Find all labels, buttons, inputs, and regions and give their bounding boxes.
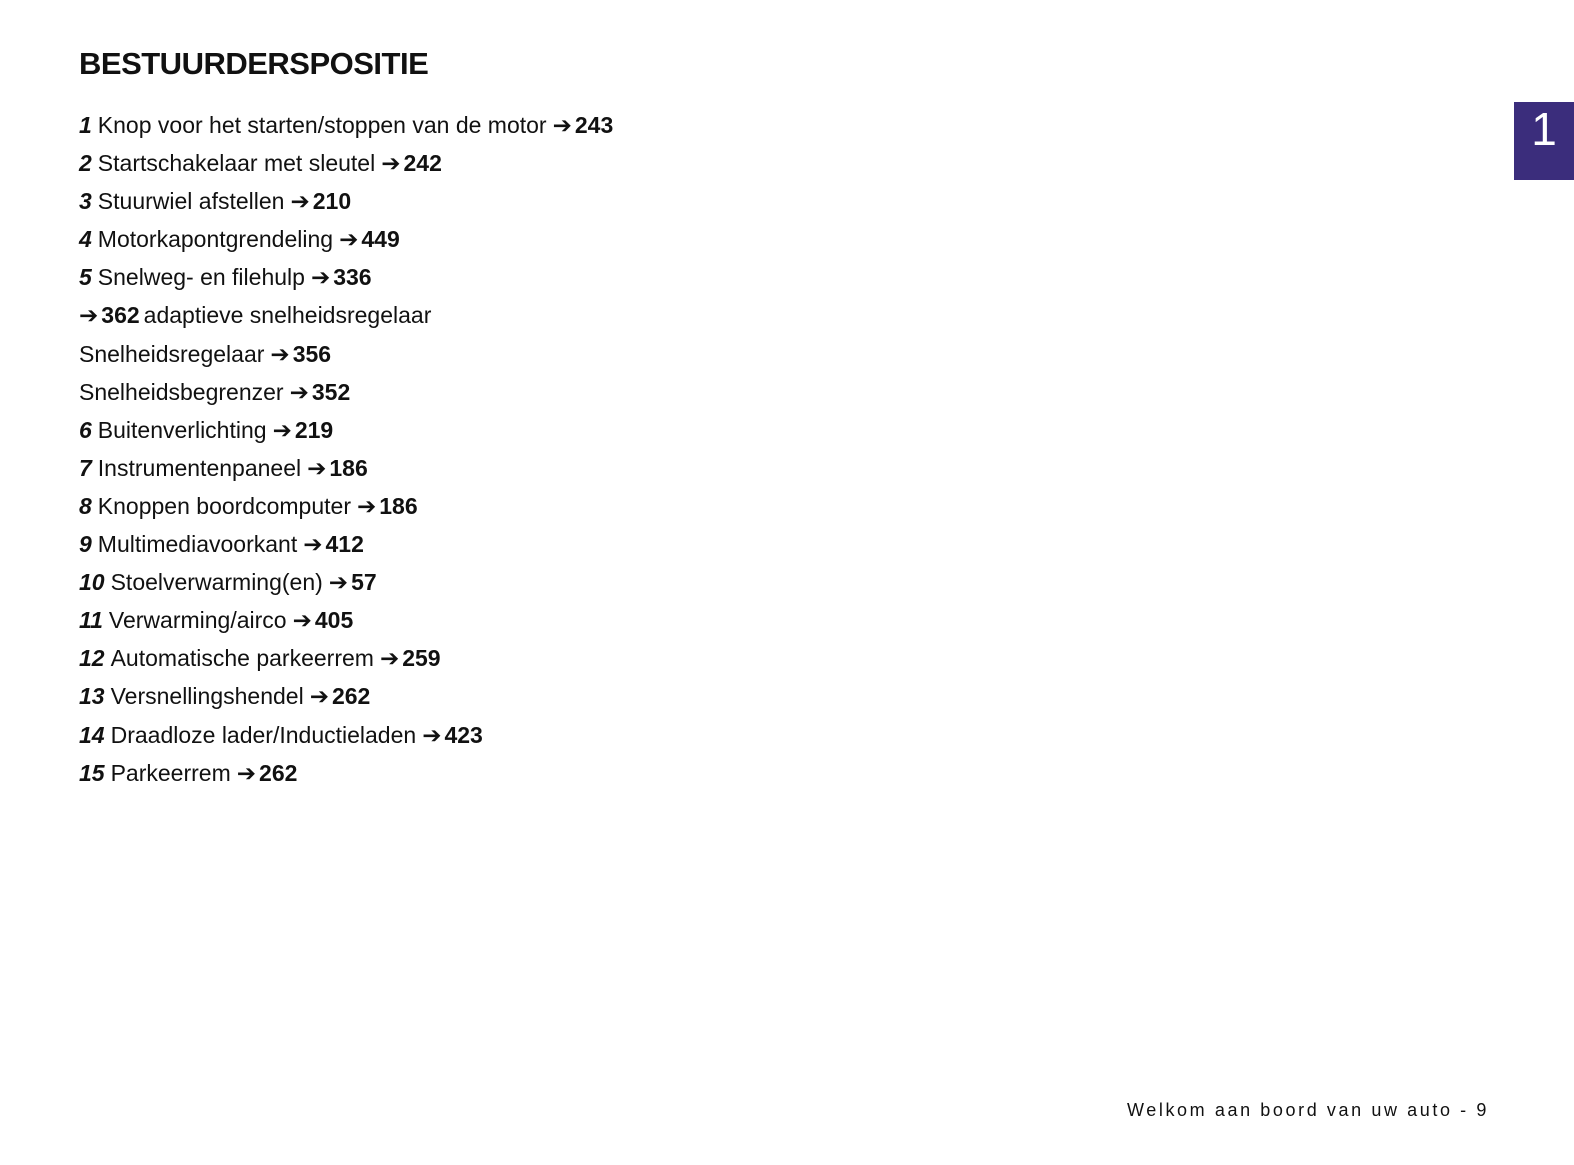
page-reference-link[interactable]: 242 (403, 150, 442, 177)
page-reference-link[interactable]: 186 (329, 454, 368, 481)
list-item (79, 258, 613, 296)
arrow-right-icon: ➔ (328, 569, 349, 596)
list-item (79, 335, 613, 373)
list-item (79, 144, 613, 182)
item-number: 2 (79, 150, 92, 177)
page-reference-link[interactable]: 262 (331, 683, 371, 710)
list-item (79, 716, 613, 754)
item-number: 11 (79, 607, 103, 634)
page-footer: Welkom aan boord van uw auto - 9 (1126, 1100, 1489, 1120)
list-item (79, 563, 613, 601)
item-text: Knoppen boordcomputer (97, 492, 351, 519)
item-number: 6 (79, 416, 92, 443)
item-text: Snelheidsbegrenzer (79, 378, 284, 405)
list-item (79, 411, 613, 449)
page-reference-link[interactable]: 356 (292, 340, 332, 367)
arrow-right-icon: ➔ (270, 340, 290, 367)
item-number: 4 (79, 226, 92, 253)
item-number: 12 (79, 645, 105, 672)
arrow-right-icon: ➔ (309, 683, 329, 710)
arrow-right-icon: ➔ (307, 454, 327, 481)
page-title: BESTUURDERSPOSITIE (79, 46, 429, 81)
list-item (79, 525, 613, 563)
item-text: Parkeerrem (110, 759, 231, 786)
page-reference-link[interactable]: 362 (101, 302, 140, 329)
arrow-right-icon: ➔ (272, 416, 292, 443)
list-item (79, 677, 613, 715)
list-item (79, 182, 613, 220)
list-item (79, 373, 613, 411)
page-reference-link[interactable]: 423 (444, 721, 483, 748)
item-number: 9 (79, 531, 92, 558)
item-number: 14 (79, 721, 105, 748)
arrow-right-icon: ➔ (236, 759, 257, 786)
item-text: Knop voor het starten/stoppen van de motor (97, 112, 547, 138)
item-text: Verwarming/airco (108, 607, 287, 634)
item-text: Snelweg- en filehulp (97, 264, 305, 291)
item-text: Buitenverlichting (97, 416, 267, 443)
component-list (79, 106, 613, 792)
item-text: Versnellingshendel (110, 683, 304, 710)
arrow-right-icon: ➔ (289, 378, 309, 405)
item-number: 3 (79, 188, 92, 215)
arrow-right-icon: ➔ (422, 721, 442, 748)
item-number: 1 (79, 112, 92, 138)
item-text: Multimediavoorkant (97, 531, 298, 558)
page-reference-link[interactable]: 336 (333, 264, 372, 291)
item-text: Stuurwiel afstellen (97, 188, 285, 215)
item-number: 10 (79, 569, 105, 596)
page-reference-link[interactable]: 243 (574, 112, 614, 138)
item-text: Automatische parkeerrem (110, 645, 374, 672)
page-reference-link[interactable]: 57 (351, 569, 377, 596)
item-number: 8 (79, 492, 92, 519)
list-item (79, 601, 613, 639)
list-item (79, 487, 613, 525)
item-text: Startschakelaar met sleutel (97, 150, 376, 177)
item-text: adaptieve snelheidsregelaar (143, 302, 432, 329)
item-number: 5 (79, 264, 92, 291)
chapter-tab (1514, 102, 1574, 180)
list-item (79, 296, 613, 334)
item-text: Instrumentenpaneel (97, 454, 302, 481)
arrow-right-icon: ➔ (79, 302, 99, 329)
arrow-right-icon: ➔ (339, 226, 359, 253)
item-text: Snelheidsregelaar (79, 340, 265, 367)
list-item (79, 639, 613, 677)
arrow-right-icon: ➔ (303, 531, 323, 558)
arrow-right-icon: ➔ (552, 112, 572, 138)
arrow-right-icon: ➔ (379, 645, 400, 672)
page-reference-link[interactable]: 352 (311, 378, 351, 405)
page-reference-link[interactable]: 259 (402, 645, 441, 672)
item-number: 13 (79, 683, 105, 710)
list-item (79, 106, 613, 144)
item-text: Motorkapontgrendeling (97, 226, 334, 253)
arrow-right-icon: ➔ (310, 264, 331, 291)
item-number: 15 (79, 759, 105, 786)
item-text: Draadloze lader/Inductieladen (110, 721, 417, 748)
chapter-number: 1 (1531, 103, 1557, 155)
page-reference-link[interactable]: 219 (294, 416, 334, 443)
page-reference-link[interactable]: 405 (314, 607, 354, 634)
list-item (79, 449, 613, 487)
arrow-right-icon: ➔ (356, 492, 377, 519)
list-item (79, 220, 613, 258)
item-number: 7 (79, 454, 92, 481)
arrow-right-icon: ➔ (292, 607, 312, 634)
item-text: Stoelverwarming(en) (110, 569, 323, 596)
list-item (79, 754, 613, 792)
page-reference-link[interactable]: 210 (312, 188, 352, 215)
arrow-right-icon: ➔ (381, 150, 401, 177)
page-reference-link[interactable]: 186 (379, 492, 418, 519)
page-reference-link[interactable]: 262 (259, 759, 298, 786)
page-reference-link[interactable]: 449 (361, 226, 400, 253)
arrow-right-icon: ➔ (290, 188, 310, 215)
page-reference-link[interactable]: 412 (325, 531, 364, 558)
